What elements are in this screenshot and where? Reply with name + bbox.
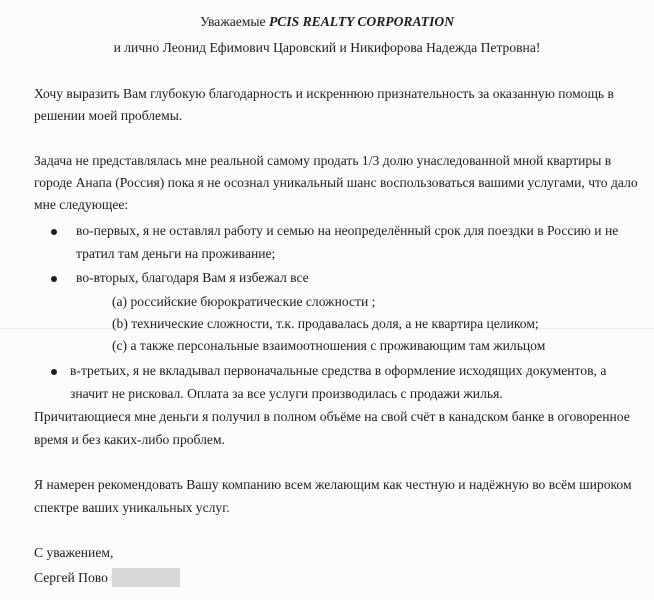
company-name: PCIS REALTY CORPORATION [268, 14, 455, 29]
paragraph-1-line-1: Хочу выразить Вам глубокую благодарность и искреннюю признательность за оказанную помощь в [34, 86, 614, 101]
paragraph-2-line-3: мне следующее: [34, 197, 129, 212]
signer-name: Сергей Пово [34, 570, 108, 585]
paragraph-3-line-2: время и без каких-либо проблем. [34, 432, 225, 447]
bullet-icon [51, 229, 57, 235]
sub-item-b: (b) технические сложности, т.к. продавалась доля, а не квартира целиком; [112, 316, 539, 331]
paragraph-3-line-1: Причитающиеся мне деньги я получил в полном объёме на свой счёт в канадском банке в оговоренное [34, 409, 630, 424]
bullet-3-line-2: значит не рисковал. Оплата за все услуги производилась с продажи жилья. [70, 386, 503, 401]
closing-regards: С уважением, [34, 545, 114, 560]
paragraph-4-line-1: Я намерен рекомендовать Вашу компанию всем желающим как честную и надёжную во всём широком [34, 477, 632, 492]
bullet-icon [51, 369, 57, 375]
bullet-1-line-2: тратил там деньги на проживание; [76, 246, 276, 261]
salutation-prefix: Уважаемые [199, 14, 266, 29]
paragraph-1-line-2: решении моей проблемы. [34, 108, 183, 123]
salutation-line [0, 12, 654, 32]
redaction-box [112, 568, 180, 587]
bullet-1-line-1: во-первых, я не оставлял работу и семью на неопределённый срок для поездки в Россию и не [76, 223, 619, 238]
paragraph-4-line-2: спектре ваших уникальных услуг. [34, 500, 230, 515]
bullet-3-line-1: в-третьих, я не вкладывал первоначальные средства в оформление исходящих документов, а [70, 363, 607, 378]
paragraph-2-line-1: Задача не представлялась мне реальной самому продать 1/3 долю унаследованной мной квартиры в [34, 153, 612, 168]
bullet-2-line: во-вторых, благодаря Вам я избежал все [76, 270, 309, 285]
addressees-line: и лично Леонид Ефимович Царовский и Никифорова Надежда Петровна! [113, 40, 541, 55]
paragraph-2-line-2: городе Анапа (Россия) пока я не осознал уникальный шанс воспользоваться вашими услугами, что дало [34, 175, 638, 190]
sub-item-c: (c) а также персональные взаимоотношения с проживающим там жильцом [112, 338, 546, 353]
sub-item-a: (a) российские бюрократические сложности ; [112, 294, 376, 309]
bullet-icon [51, 276, 57, 282]
